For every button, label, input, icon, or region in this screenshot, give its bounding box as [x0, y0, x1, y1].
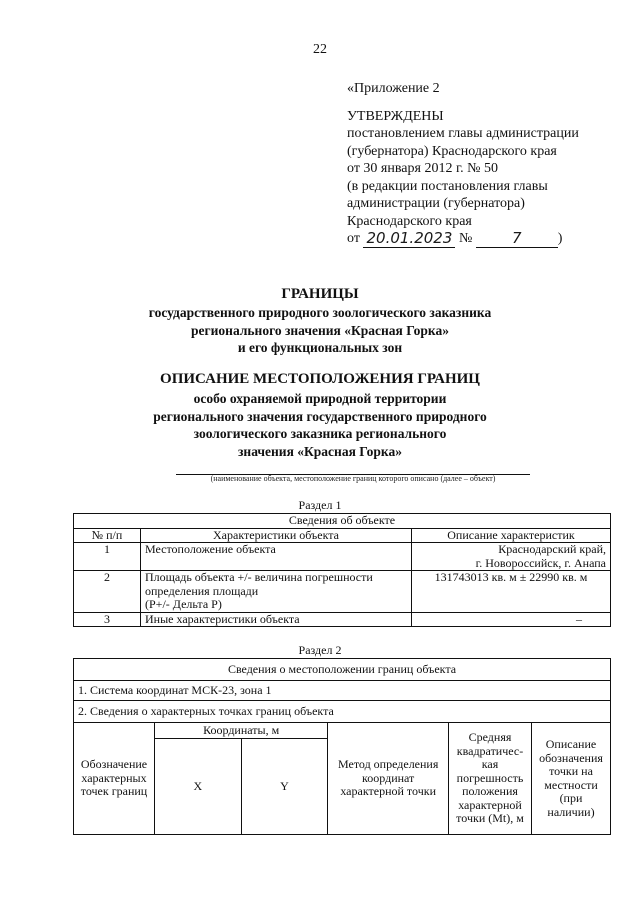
- row-characteristic: [141, 571, 412, 613]
- description-heading: ОПИСАНИЕ МЕСТОПОЛОЖЕНИЯ ГРАНИЦ: [160, 371, 480, 387]
- table-title: Сведения о местоположении границ объекта: [74, 659, 611, 681]
- cell-line: Иные характеристики объекта: [145, 611, 300, 626]
- approval-line: от 30 января 2012 г. № 50: [347, 161, 498, 176]
- title-heading: ГРАНИЦЫ: [281, 286, 359, 302]
- handwritten-number: 7: [476, 231, 558, 248]
- description-line: особо охраняемой природной территории: [193, 391, 447, 406]
- title-subheading: [0, 304, 640, 357]
- description-line: регионального значения государственного природного: [153, 408, 487, 424]
- row-description: [412, 543, 611, 571]
- cell-line: г. Новороссийск, г. Анапа: [475, 555, 606, 570]
- cell-line: 131743013 кв. м ± 22990 кв. м: [434, 570, 588, 584]
- object-note: (наименование объекта, местоположение границ которого описано (далее – объект): [210, 474, 496, 483]
- characteristic-points-row: 2. Сведения о характерных точках границ объекта: [74, 701, 611, 723]
- title-line: регионального значения «Красная Горка»: [191, 322, 449, 338]
- approval-date-line: [347, 230, 627, 248]
- cell-line: характерной точки: [340, 784, 436, 799]
- row-characteristic: [141, 612, 412, 627]
- description-subheading: [0, 390, 640, 460]
- cell-line: положения: [462, 784, 518, 799]
- cell-line: Описание: [545, 737, 597, 751]
- y-header: Y: [241, 739, 328, 835]
- cell-line: кая: [481, 757, 499, 772]
- cell-line: точек границ: [80, 784, 148, 799]
- from-label: от: [347, 231, 360, 246]
- approved-heading: УТВЕРЖДЕНЫ: [347, 108, 444, 124]
- method-header: [328, 723, 449, 835]
- row-number: 1: [74, 543, 141, 571]
- appendix-label: «Приложение 2: [347, 81, 440, 96]
- cell-line: квадратичес-: [456, 743, 524, 758]
- column-header: Характеристики объекта: [141, 528, 412, 543]
- row-number: 2: [74, 571, 141, 613]
- cell-line: Местоположение объекта: [145, 542, 276, 556]
- coordinates-header: Координаты, м: [154, 723, 327, 739]
- approval-line: Краснодарского края: [347, 213, 472, 229]
- x-header: X: [154, 739, 241, 835]
- cell-line: –: [576, 611, 582, 626]
- cell-line: наличии): [547, 804, 595, 819]
- section2-label: Раздел 2: [298, 643, 342, 657]
- cell-line: Площадь объекта +/- величина погрешности: [145, 570, 373, 584]
- approval-line: администрации (губернатора): [347, 196, 525, 211]
- table-row: [74, 571, 611, 613]
- cell-line: Метод определения: [337, 757, 439, 772]
- description-line: зоологического заказника регионального: [193, 426, 447, 441]
- cell-line: Средняя: [468, 730, 512, 745]
- cell-line: координат: [362, 770, 415, 785]
- designation-header: [74, 723, 155, 835]
- row-description: [412, 612, 611, 627]
- boundary-info-table: [73, 658, 611, 835]
- row-characteristic: [141, 543, 412, 571]
- row-description: [412, 571, 611, 613]
- section1-label: Раздел 1: [298, 498, 342, 512]
- cell-line: точки на: [549, 764, 593, 778]
- table-row: [74, 543, 611, 571]
- approval-line: (губернатора) Краснодарского края: [347, 143, 557, 159]
- cell-line: обозначения: [539, 750, 603, 765]
- cell-line: характерных: [81, 770, 147, 785]
- column-header: № п/п: [74, 528, 141, 543]
- cell-line: погрешность: [456, 770, 524, 785]
- cell-line: точки (Mt), м: [456, 811, 524, 826]
- title-line: государственного природного зоологического заказника: [148, 305, 492, 320]
- page-number: 22: [313, 42, 327, 57]
- coordinate-system-row: 1. Система координат МСК-23, зона 1: [74, 681, 611, 701]
- table-row: [74, 612, 611, 627]
- number-label: №: [458, 231, 473, 246]
- cell-line: характерной: [458, 797, 522, 812]
- description-line: значения «Красная Горка»: [238, 443, 402, 459]
- approval-block: [347, 80, 627, 248]
- cell-line: Краснодарский край,: [498, 542, 606, 556]
- column-header: Описание характеристик: [412, 528, 611, 543]
- approval-line: постановлением главы администрации: [347, 126, 579, 141]
- cell-line: (P+/- Дельта P): [145, 597, 222, 611]
- cell-line: местности: [544, 777, 598, 792]
- cell-line: определения площади: [145, 583, 259, 598]
- table-title: Сведения об объекте: [74, 514, 611, 529]
- handwritten-date: 20.01.2023: [363, 231, 455, 248]
- object-info-table: [73, 513, 611, 627]
- approval-line: (в редакции постановления главы: [347, 178, 548, 194]
- closing-paren: ): [557, 231, 563, 246]
- error-header: [449, 723, 532, 835]
- title-line: и его функциональных зон: [237, 340, 403, 355]
- point-description-header: [531, 723, 610, 835]
- cell-line: Обозначение: [80, 757, 148, 772]
- row-number: 3: [74, 612, 141, 627]
- cell-line: (при: [559, 791, 583, 805]
